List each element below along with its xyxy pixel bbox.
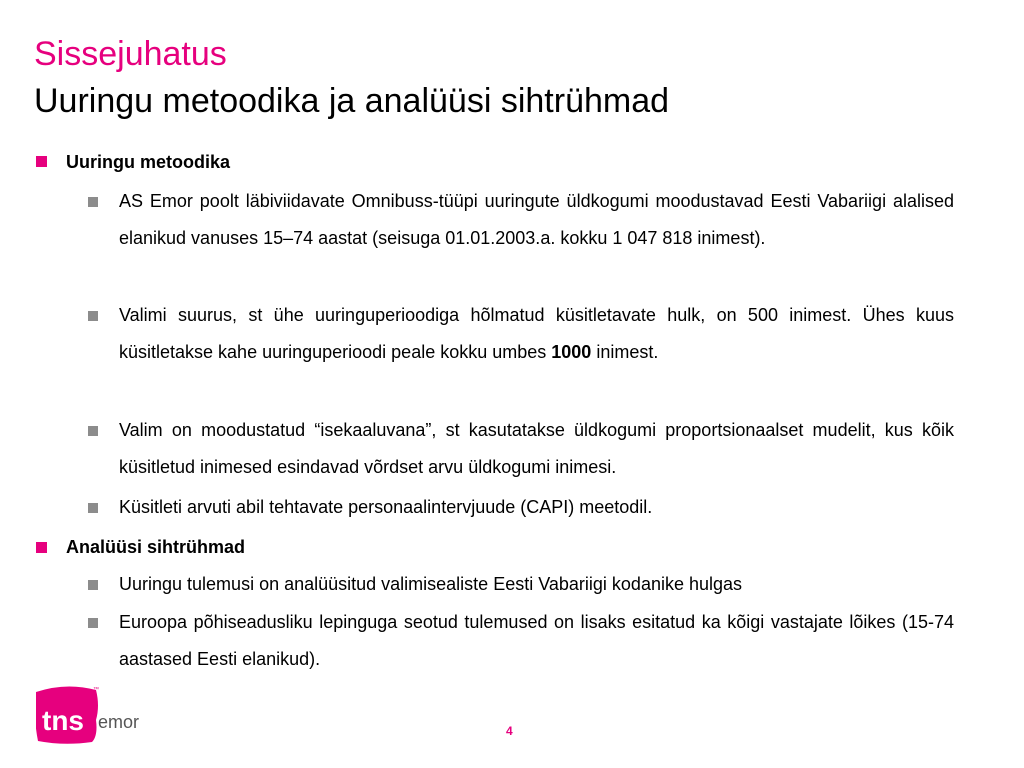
item-bullet-icon bbox=[88, 503, 98, 513]
item-bullet-icon bbox=[88, 618, 98, 628]
section-bullet-icon bbox=[36, 542, 47, 553]
tns-emor-logo bbox=[36, 686, 140, 744]
list-item bbox=[119, 297, 954, 371]
item-bullet-icon bbox=[88, 580, 98, 590]
list-item: Euroopa põhiseadusliku lepinguga seotud tulemused on lisaks esitatud ka kõigi vastajate lõikes (15-74 aastased Eesti elanikud). bbox=[119, 612, 954, 669]
item-bullet-icon bbox=[88, 311, 98, 321]
list-item-text: inimest. bbox=[591, 342, 659, 362]
section-heading: Analüüsi sihtrühmad bbox=[66, 537, 246, 557]
item-bullet-icon bbox=[88, 197, 98, 207]
logo-main-text: tns bbox=[42, 705, 84, 736]
logo-secondary-text: emor bbox=[98, 712, 140, 732]
list-item: Küsitleti arvuti abil tehtavate personaalintervjuude (CAPI) meetodil. bbox=[119, 497, 653, 517]
list-item: Uuringu tulemusi on analüüsitud valimisealiste Eesti Vabariigi kodanike hulgas bbox=[119, 574, 743, 594]
slide-title: Sissejuhatus bbox=[34, 35, 227, 73]
section-heading: Uuringu metoodika bbox=[66, 152, 231, 172]
list-item-text: Valimi suurus, st ühe uuringuperioodiga hõlmatud küsitletavate hulk, on 500 inimest. Ühes kuus küsitletakse kahe uuringuperioodi peale kokku umbes bbox=[119, 305, 954, 362]
slide-subtitle: Uuringu metoodika ja analüüsi sihtrühmad bbox=[34, 82, 670, 120]
list-item: AS Emor poolt läbiviidavate Omnibuss-tüüpi uuringute üldkogumi moodustavad Eesti Vabariigi alalised elanikud vanuses 15–74 aastat (seisuga 01.01.2003.a. kokku 1 047 818 inimest). bbox=[119, 191, 954, 248]
page-number: 4 bbox=[506, 724, 513, 738]
item-bullet-icon bbox=[88, 426, 98, 436]
list-item: Valim on moodustatud “isekaaluvana”, st kasutatakse üldkogumi proportsionaalset mudelit, kus kõik küsitletud inimesed esindavad võrdset arvu üldkogumi inimesi. bbox=[119, 420, 954, 477]
logo-trademark: ™ bbox=[93, 687, 99, 693]
section-bullet-icon bbox=[36, 156, 47, 167]
list-item-emphasis: 1000 bbox=[551, 342, 592, 362]
